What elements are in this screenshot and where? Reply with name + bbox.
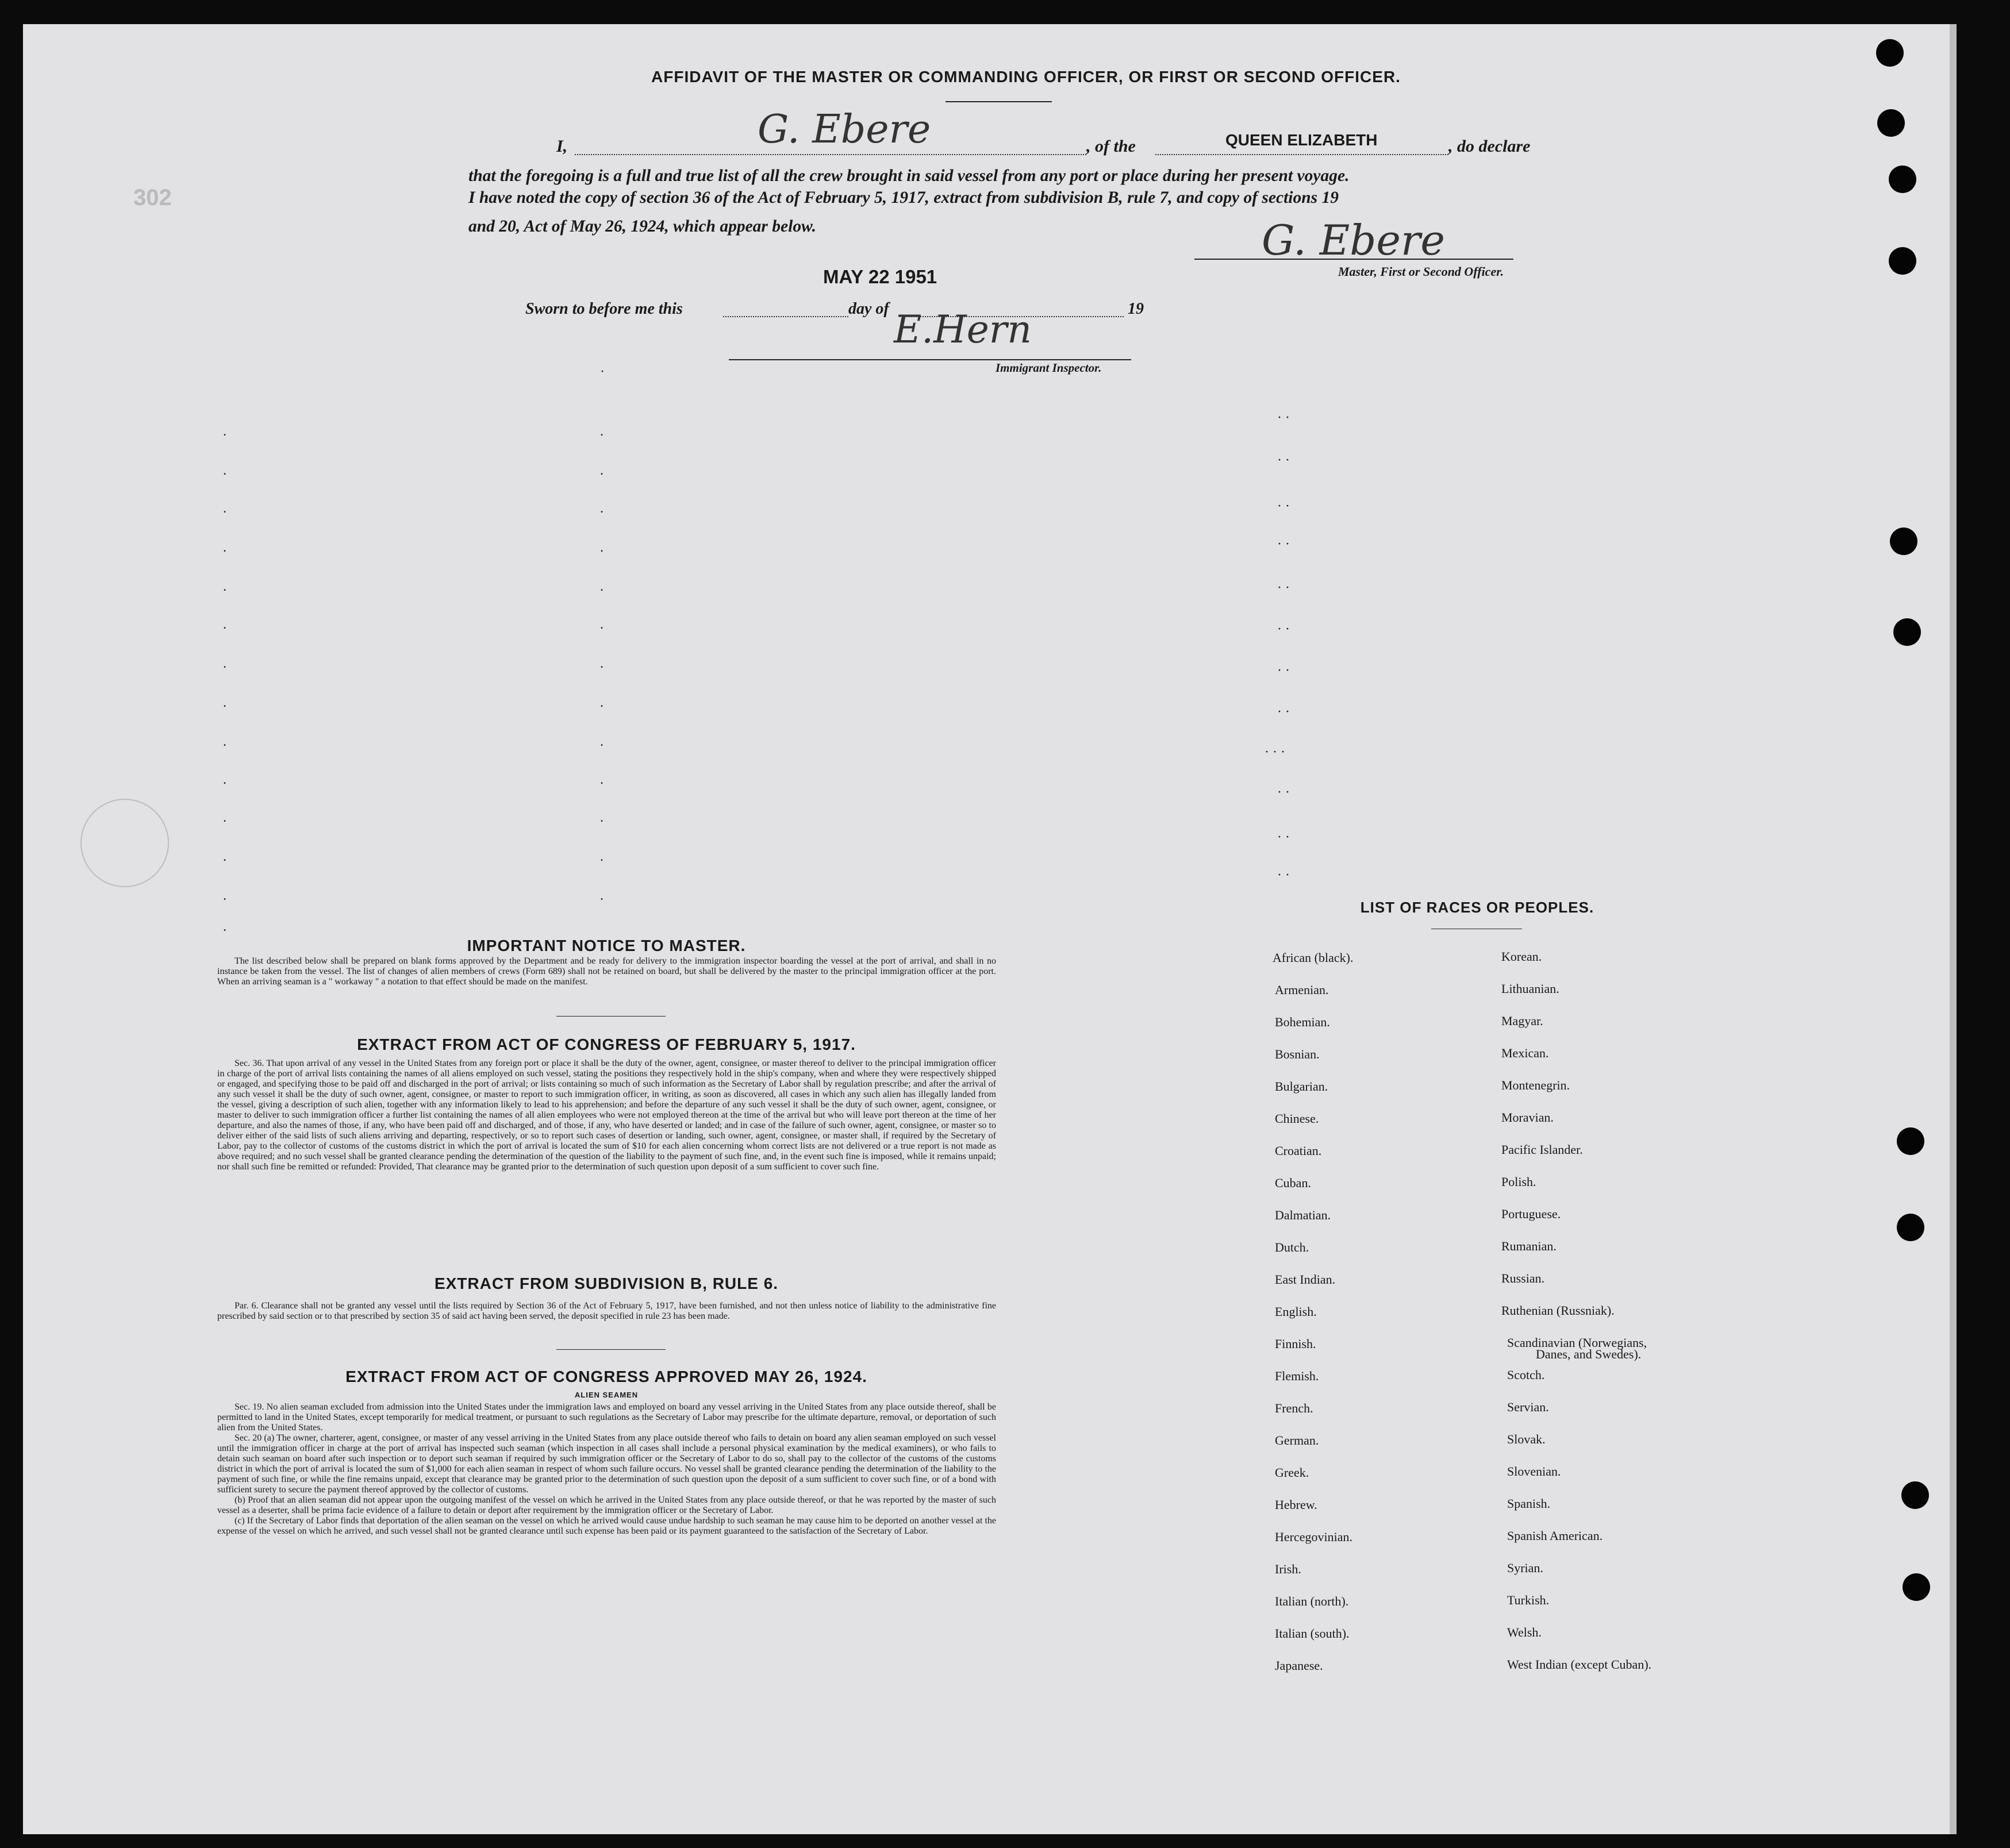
extract-1917-title: EXTRACT FROM ACT OF CONGRESS OF FEBRUARY 5, 1917. (357, 1035, 856, 1053)
document-page (23, 24, 1950, 1834)
column-marker: . (223, 919, 226, 934)
race-item: Spanish. (1507, 1496, 1551, 1511)
master-signature: G. Ebere (1262, 216, 1446, 264)
affidavit-do-declare: , do declare (1448, 137, 1531, 156)
extract-1917-text (217, 1058, 996, 1172)
column-marker: . (600, 579, 604, 594)
column-marker: · · (1277, 580, 1290, 595)
column-marker: · · (1277, 704, 1290, 719)
column-marker: . (600, 656, 604, 671)
column-marker: . (223, 810, 226, 825)
extract-1924-title: EXTRACT FROM ACT OF CONGRESS APPROVED MAY 26, 1924. (345, 1368, 867, 1385)
column-marker: . (223, 540, 226, 555)
column-marker: · · (1277, 410, 1290, 425)
inspector-signature-line (729, 359, 1131, 360)
column-marker: . (600, 810, 604, 825)
sworn-day-of: day of (848, 300, 889, 318)
column-marker: . (600, 617, 604, 632)
race-item: Welsh. (1507, 1625, 1542, 1639)
race-item: Slovak. (1507, 1432, 1546, 1446)
race-item: Bulgarian. (1275, 1079, 1328, 1094)
binder-hole-icon (1889, 165, 1916, 193)
binder-hole-icon (1903, 1573, 1930, 1601)
affidavit-line-4: and 20, Act of May 26, 1924, which appear below. (468, 217, 817, 236)
rule6-title: EXTRACT FROM SUBDIVISION B, RULE 6. (434, 1275, 779, 1292)
binder-hole-icon (1876, 39, 1904, 67)
extract-1917-paragraph: Sec. 36. That upon arrival of any vessel in the United States from any foreign port or place it shall be the duty of the owner, agent, consignee, or master thereof to deliver to the principal immigration officer in charge of the port of arrival lists containing the names of all aliens employed on such vessel, stating the positions they respectively hold in the ship's company, when and where they were respectively shipped or engaged, and specifying those to be paid off and discharged in the port of arrival; or lists containing so much of such information as the Secretary of Labor shall by regulation prescribe; and after the arrival of any such vessel it shall be the duty of such owner, agent, consignee, or master to report to such immigration officer, in writing, as soon as discovered, all cases in which any such alien has illegally landed from the vessel, giving a description of such alien, together with any information likely to lead to his apprehension; and before the departure of any such vessel it shall be the duty of such owner, agent, consignee, or master to deliver to such immigration officer a further list containing the names of all alien employees who were not employed thereon at the time of the arrival but who will leave port thereon at the time of her departure, and also the names of those, if any, who have been paid off and discharged, and of those, if any, who have deserted or landed; and in case of the failure of such owner, agent, consignee, or master so to deliver either of the said lists of such aliens arriving and departing, respectively, or so to report such cases of desertion or landing, such owner, agent, consignee, or master shall, if required by the Secretary of Labor, pay to the collector of customs of the customs district in which the port of arrival is located the sum of $10 for each alien concerning whom correct lists are not delivered or a true report is not made as above required; and no such vessel shall be granted clearance pending the determination of the question of the liability to the payment of such fine, and, in the event such fine is imposed, while it remains unpaid; nor shall such fine be remitted or refunded: Provided, That clearance may be granted prior to the determination of such question upon deposit of a sum sufficient to cover such fine. (217, 1058, 996, 1172)
column-marker: . (223, 501, 226, 516)
column-marker: · · · (1265, 745, 1285, 760)
extract-1924-text (217, 1402, 996, 1537)
column-marker: . (223, 656, 226, 671)
column-marker: . (600, 849, 604, 864)
column-marker: . (223, 424, 226, 439)
column-marker: . (223, 888, 226, 903)
races-title: LIST OF RACES OR PEOPLES. (1360, 899, 1594, 916)
column-marker: . (223, 772, 226, 787)
sec20c-paragraph: (c) If the Secretary of Labor finds that deportation of the alien seaman on the vessel on which he arrived would cause undue hardship to such seaman he may cause him to be deported on another vessel at the expense of the vessel on which he arrived, and such vessel shall not be granted clearance until such expense has been paid or its payment guaranteed to the satisfaction of the Secretary of Labor. (217, 1516, 996, 1536)
column-marker: · · (1277, 537, 1290, 552)
race-item: Ruthenian (Russniak). (1501, 1303, 1615, 1318)
master-signature-caption: Master, First or Second Officer. (1338, 264, 1504, 279)
master-name-line (575, 154, 1086, 155)
race-item: Korean. (1501, 949, 1542, 964)
column-marker: . (600, 501, 604, 516)
column-marker: · · (1277, 499, 1290, 514)
race-item: Irish. (1275, 1562, 1301, 1576)
race-item: Lithuanian. (1501, 981, 1559, 996)
notice-paragraph: The list described below shall be prepared on blank forms approved by the Department and be ready for delivery to the immigration inspector boarding the vessel at the port of arrival, and shall in no instance be taken from the vessel. The list of changes of alien members of crews (Form 689) shall not be retained on board, but shall be delivered by the master to the principal immigration officer at the port. When an arriving seaman is a " workaway " a notation to that effect should be made on the manifest. (217, 956, 996, 987)
binder-hole-icon (1897, 1127, 1924, 1155)
race-item: Dalmatian. (1275, 1208, 1331, 1222)
race-item: Magyar. (1501, 1014, 1543, 1028)
column-marker: · (600, 364, 605, 379)
race-item: Hercegovinian. (1275, 1530, 1352, 1544)
race-item: Syrian. (1507, 1561, 1543, 1575)
column-marker: · · (1277, 830, 1290, 845)
binder-hole-icon (1890, 528, 1917, 555)
rule6-text (217, 1301, 996, 1322)
race-item: Cuban. (1275, 1176, 1311, 1190)
affidavit-line-2: that the foregoing is a full and true list of all the crew brought in said vessel from any port or place during her present voyage. (468, 167, 1350, 185)
race-item: Scandinavian (Norwegians, (1507, 1335, 1647, 1350)
affidavit-i-prefix: I, (556, 137, 568, 156)
vessel-line (1155, 154, 1448, 155)
sec20a-paragraph: Sec. 20 (a) The owner, charterer, agent, consignee, or master of any vessel arriving in the United States from any place outside thereof who fails to detain on board any alien seaman employed on such vessel until the immigration officer in charge at the port of arrival has inspected such seaman (which inspection in all cases shall include a personal physical examination by the medical examiners), or who fails to detain such seaman on board after such inspection or to deport such seaman if required by such immigration officer or the Secretary of Labor to do so, shall pay to the collector of the customs of the customs district in which the port of arrival is located the sum of $1,000 for each alien seaman in respect of whom such failure occurs. No vessel shall be granted clearance pending the determination of the liability to the payment of such fine, or while the fine remains unpaid, except that clearance may be granted prior to the determination of such question upon the deposit of a sum sufficient to cover such fine, or of a bond with sufficient surety to secure the payment thereof approved by the collector of customs. (217, 1433, 996, 1495)
race-item: Bohemian. (1275, 1015, 1330, 1029)
page-edge (1950, 24, 1957, 1834)
column-marker: . (223, 695, 226, 710)
race-item: Armenian. (1275, 983, 1329, 997)
race-item: Portuguese. (1501, 1207, 1561, 1221)
race-item: Scotch. (1507, 1368, 1545, 1382)
title-rule (946, 101, 1052, 102)
binder-hole-icon (1877, 109, 1905, 137)
column-marker: . (223, 849, 226, 864)
inspector-signature: E.Hern (894, 307, 1032, 352)
column-marker: · · (1277, 785, 1290, 800)
race-item: Greek. (1275, 1465, 1309, 1480)
extract-1924-subtitle: ALIEN SEAMEN (574, 1391, 639, 1399)
column-marker: . (600, 540, 604, 555)
column-marker: . (600, 424, 604, 439)
affidavit-of-the: , of the (1086, 137, 1136, 156)
race-item: East Indian. (1275, 1272, 1336, 1287)
rule6-rule (556, 1349, 666, 1350)
race-item: Rumanian. (1501, 1239, 1556, 1253)
vessel-name: QUEEN ELIZABETH (1225, 131, 1378, 149)
binder-hole-icon (1901, 1481, 1929, 1509)
date-stamp: MAY 22 1951 (823, 266, 937, 287)
notice-title: IMPORTANT NOTICE TO MASTER. (467, 937, 746, 954)
column-marker: . (600, 695, 604, 710)
race-item: Mexican. (1501, 1046, 1549, 1060)
race-item: Japanese. (1275, 1658, 1323, 1673)
race-item: West Indian (except Cuban). (1507, 1657, 1652, 1672)
affidavit-title: AFFIDAVIT OF THE MASTER OR COMMANDING OFFICER, OR FIRST OR SECOND OFFICER. (651, 68, 1401, 86)
column-marker: . (223, 579, 226, 594)
column-marker: · · (1277, 453, 1290, 468)
race-item: Montenegrin. (1501, 1078, 1570, 1092)
race-item: Turkish. (1507, 1593, 1550, 1607)
race-item: African (black). (1273, 950, 1354, 965)
column-marker: . (223, 617, 226, 632)
race-item: Flemish. (1275, 1369, 1319, 1383)
sec20b-paragraph: (b) Proof that an alien seaman did not appear upon the outgoing manifest of the vessel on which he arrived in the United States from any place outside thereof, or that he was reported by the master of such vessel as a deserter, shall be prima facie evidence of a failure to detain or deport after requirement by the immigration officer or the Secretary of Labor. (217, 1495, 996, 1515)
race-item: Italian (north). (1275, 1594, 1349, 1608)
race-item: Hebrew. (1275, 1497, 1317, 1512)
race-item: Russian. (1501, 1271, 1545, 1285)
race-item: Polish. (1501, 1175, 1536, 1189)
race-item: Moravian. (1501, 1110, 1554, 1125)
master-signature-line (1194, 259, 1513, 260)
race-item: Pacific Islander. (1501, 1142, 1583, 1157)
race-item: German. (1275, 1433, 1319, 1447)
sworn-prefix: Sworn to before me this (525, 300, 683, 318)
sec19-paragraph: Sec. 19. No alien seaman excluded from admission into the United States under the immigration laws and employed on board any vessel arriving in the United States from any place outside thereof, shall be permitted to land in the United States, except temporarily for medical treatment, or pursuant to such regulations as the Secretary of Labor may prescribe for the ultimate departure, removal, or deportation of such alien from the United States. (217, 1402, 996, 1433)
binder-hole-icon (1889, 247, 1916, 275)
column-marker: · · (1277, 622, 1290, 637)
race-item: Dutch. (1275, 1240, 1309, 1254)
column-marker: . (223, 734, 226, 749)
column-marker: . (600, 772, 604, 787)
race-item: French. (1275, 1401, 1313, 1415)
race-item: Croatian. (1275, 1144, 1322, 1158)
master-name-handwritten: G. Ebere (758, 107, 931, 152)
inspector-caption: Immigrant Inspector. (996, 361, 1102, 375)
binder-hole-icon (1897, 1214, 1924, 1241)
rule6-paragraph: Par. 6. Clearance shall not be granted any vessel until the lists required by Section 36 of the Act of February 5, 1917, have been furnished, and not then unless notice of liability to the administrative fine prescribed by said section or to that prescribed by section 35 of said act having been served, the deposit specified in rule 23 has been made. (217, 1301, 996, 1321)
affidavit-line-3: I have noted the copy of section 36 of the Act of February 5, 1917, extract from subdivision B, rule 7, and copy of sections 19 (468, 188, 1339, 207)
binder-hole-icon (1893, 618, 1921, 646)
notice-text (217, 956, 996, 987)
race-item: Bosnian. (1275, 1047, 1320, 1061)
column-marker: . (600, 734, 604, 749)
race-item: Chinese. (1275, 1111, 1319, 1126)
sworn-day-line (723, 316, 848, 317)
column-marker: · · (1277, 868, 1290, 883)
sworn-year: 19 (1128, 300, 1144, 318)
race-item: Spanish American. (1507, 1529, 1603, 1543)
race-item: Slovenian. (1507, 1464, 1561, 1479)
notice-rule (556, 1016, 666, 1017)
race-item: Servian. (1507, 1400, 1549, 1414)
column-marker: · · (1277, 663, 1290, 678)
column-marker: . (600, 888, 604, 903)
faint-seal-icon (80, 799, 169, 887)
column-marker: . (223, 463, 226, 478)
race-item: English. (1275, 1304, 1317, 1319)
marginal-number: 302 (133, 185, 172, 210)
race-item-continuation: Danes, and Swedes). (1536, 1347, 1642, 1361)
race-item: Italian (south). (1275, 1626, 1350, 1641)
column-marker: . (600, 463, 604, 478)
race-item: Finnish. (1275, 1337, 1316, 1351)
